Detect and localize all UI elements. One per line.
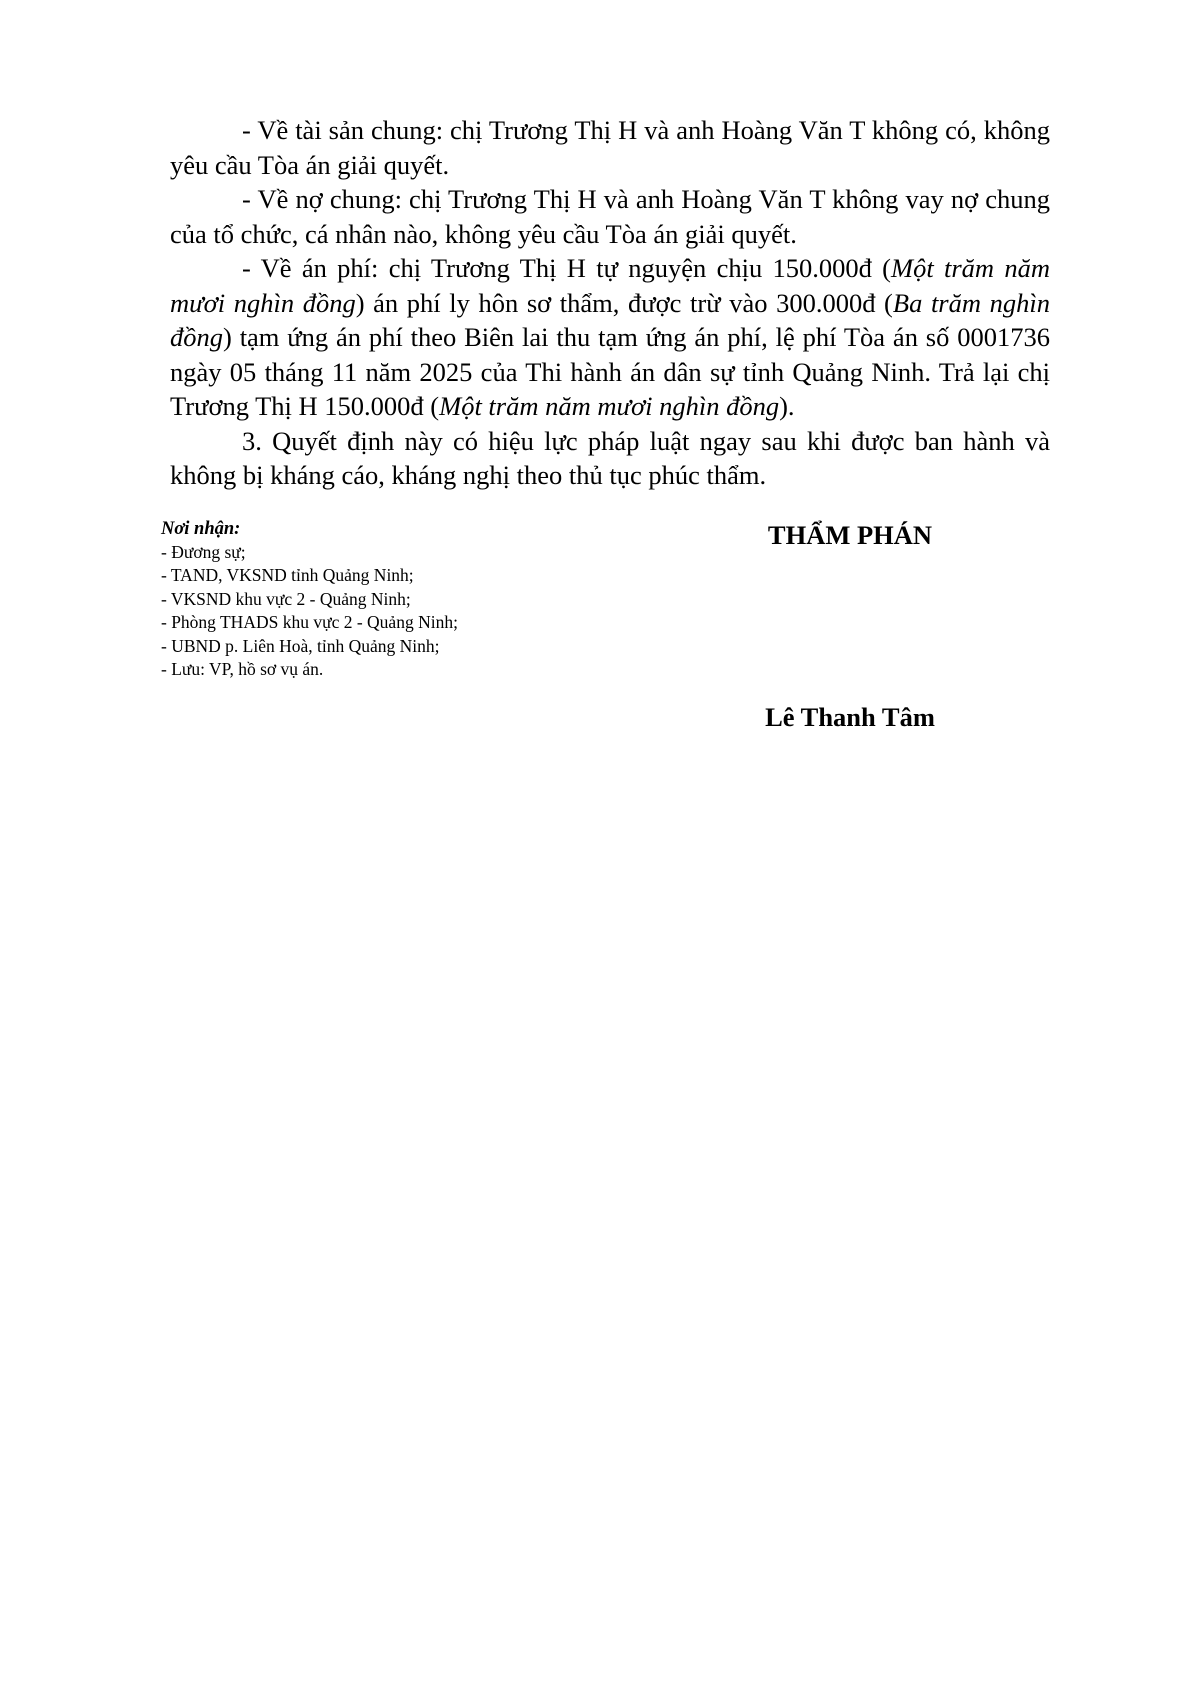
court-fee-amount-words-1: Một trăm năm mươi nghìn đồng [170,253,1050,318]
court-fee-text-3: ) tạm ứng án phí theo Biên lai thu tạm ứng án phí, lệ phí Tòa án số 0001736 ngày 05 tháng 11 năm 2025 của Thi hành án dân sự tỉnh Quảng Ninh. Trả lại chị Trương Thị H 150.000đ ( [170,322,1050,421]
paragraph-effect: 3. Quyết định này có hiệu lực pháp luật ngay sau khi được ban hành và không bị kháng cáo, kháng nghị theo thủ tục phúc thẩm. [170,425,1050,490]
court-fee-amount-words-2: Ba trăm nghìn đồng [170,287,1050,352]
court-fee-text-2: ) án phí ly hôn sơ thẩm, được trừ vào 300.000đ ( [355,287,893,318]
decision-body [170,113,1050,493]
recipient-item: - Đương sự; [161,542,246,562]
recipient-item: - VKSND khu vực 2 - Quảng Ninh; [161,588,411,609]
paragraph-court-fee [170,251,1050,424]
paragraph-common-property: - Về tài sản chung: chị Trương Thị H và anh Hoàng Văn T không có, không yêu cầu Tòa án giải quyết. [170,115,1050,180]
recipients-heading: Nơi nhận: [161,519,241,539]
recipient-item: - UBND p. Liên Hoà, tỉnh Quảng Ninh; [161,635,440,656]
recipient-item: - TAND, VKSND tỉnh Quảng Ninh; [161,565,414,586]
paragraph-common-debt: - Về nợ chung: chị Trương Thị H và anh Hoàng Văn T không vay nợ chung của tổ chức, cá nhân nào, không yêu cầu Tòa án giải quyết. [170,184,1050,249]
court-fee-text-1: - Về án phí: chị Trương Thị H tự nguyện chịu 150.000đ ( [242,253,891,283]
recipient-item: - Phòng THADS khu vực 2 - Quảng Ninh; [161,612,458,633]
court-fee-text-4: ). [779,391,795,421]
signer-name: Lê Thanh Tâm [765,702,935,732]
recipient-item: - Lưu: VP, hồ sơ vụ án. [161,659,324,680]
recipients-list [161,541,581,681]
court-fee-amount-words-3: Một trăm năm mươi nghìn đồng [439,391,780,421]
recipients-block [161,517,581,681]
signature-title: THẨM PHÁN [767,520,933,550]
